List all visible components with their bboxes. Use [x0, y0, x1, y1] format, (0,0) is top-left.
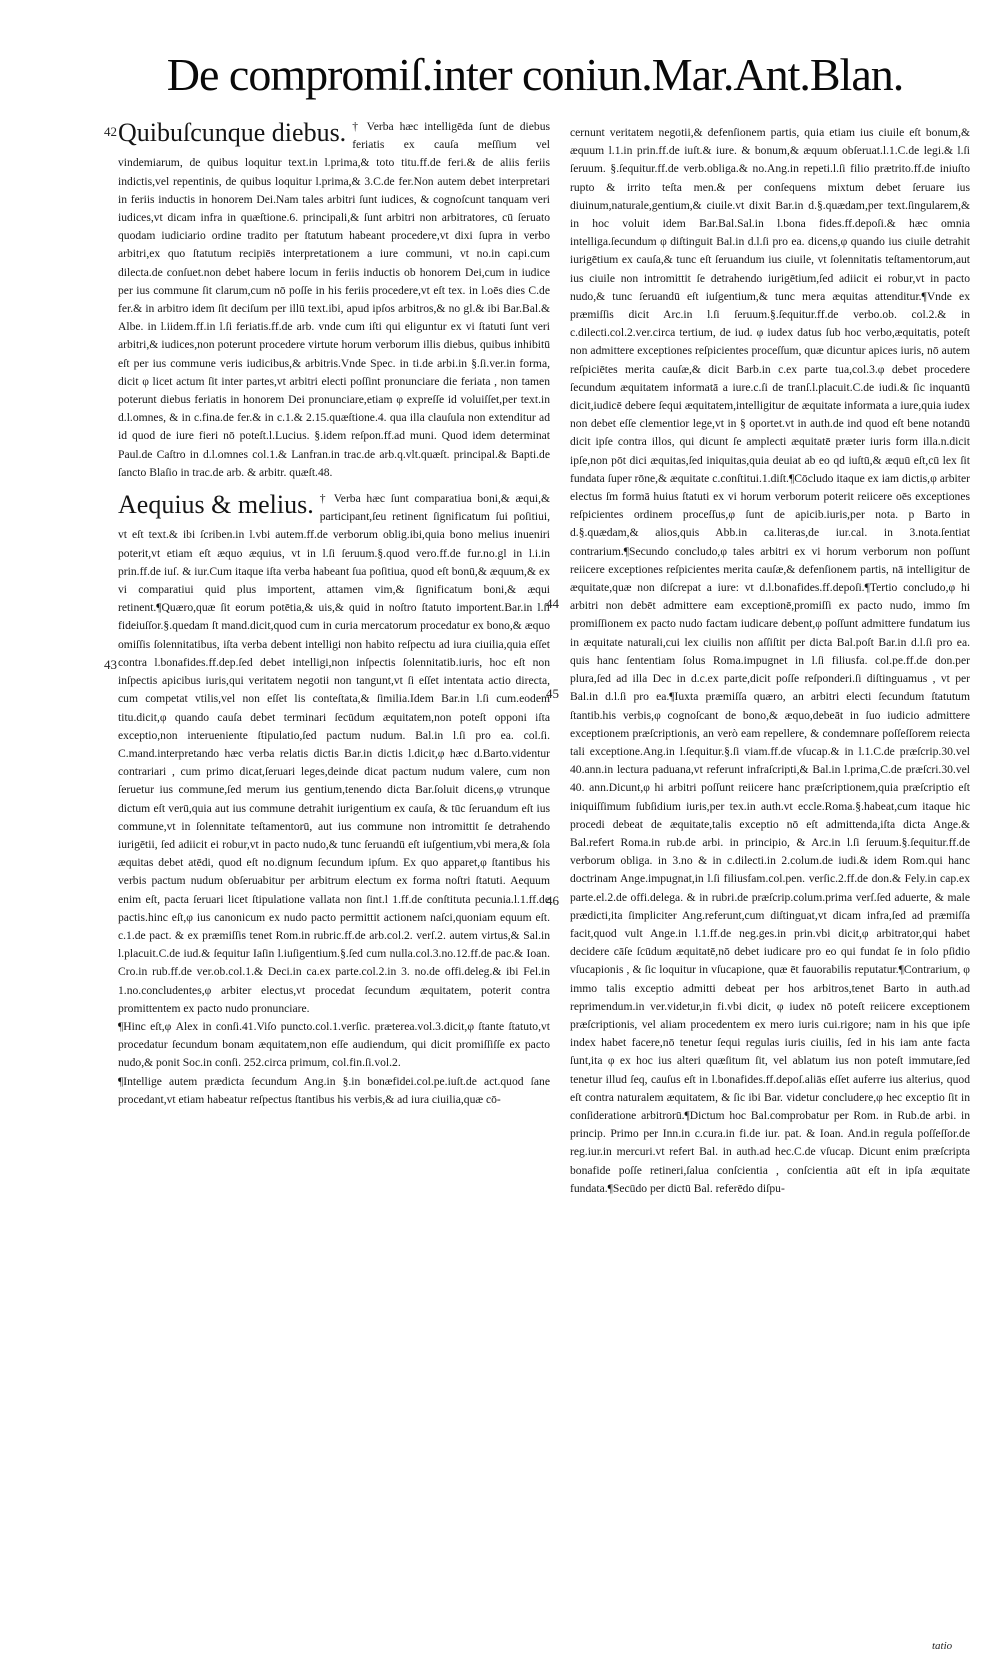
- commentary-text: † Verba hæc ſunt comparatiua boni,& æqui,& participant,ſeu retinent ſignificatum ſui poſitiui, vt eſt text.& ibi ſcriben.in l.vbi autem.ff.de verborum oblig.ibi,quia bono melius inueniri poterit,vt etiam eſt æquo æquius, vt in l.ſi ſeruum.§.quod vero.ff.de fur.no.gl in l.i.in prin.ff.de iuſ. & iur.Cum itaque iſta verba habeant ſua poſitiua, quod eſt bonū,& æquum,& ex vi comparatiui quid plus importent, attamen vim,& ſignificatum boni,& æqui retinent.¶Quæro,quæ ſit eorum potētia,& uis,& quid in noſtro ſtatuto importent.Bar.in l.ſi fideiuſſor.§.quedam ſt mand.dicit,quod cum in curia mercatorum procedatur ex bono,& æquo omiſſis ſolennitatibus, iſta verba debent intelligi non habito reſpectu ad iura ciuilia,quia eſſet contra l.bonafides.ff.dep.ſed debet intelligi,non inſpectis ſolennitatib.iuris, hoc eſt non inſpectis apicibus iuris,qui veritatem negotii non tangunt,vt ſi eſſet intentata actio directa, cum competat vtilis,vel non eſſet lis conteſtata,& ſimilia.Idem Bar.in l.ſi cum.eodem titu.dicit,φ quando cauſa debet terminari ſecūdum æquitatem,non poteſt opponi iſta exceptio,non interueniente ſtipulatio,ſed pactum nudum. Bal.in l.ſi pro ea. col.ſi. C.mand.interpretando hæc verba relatis dictis Bar.in dictis l.dicit,φ hæc d.Barto.videntur contrariari , cum primo dicat,ſeruari leges,deinde dicat pactum nudum valere, cum non ſeruetur ius commune,ſed merum ius gentium,tenendo dicta Bar.ſoluit dicens,φ vtrunque dictum eſt verū,quia aut ius commune detrahit iurigentium ex cauſa, & tūc ſeruandum eſt ius commune,vt in ſolennitate teſtamentorū, aut ius commune non intromittit ſe detrahendo iurigētii, ſed adiicit ei robur,vt in pacto nudo,& tunc ſeruandū eſt iuſgentium,vbi mera,& ſola æquitas debet atēdi, quod eſt no.dignum ſecundum ipſum. Ex quo apparet,φ ſtantibus his verbis pactum nudum obſeruabitur per arbitrum electum ex forma noſtri ſtatuti. Aequum enim eſt, pacta ſeruari licet ſtipulatione vallata non ſint.l 1.ff.de conſtituta pecunia.l.1.ff.de pactis.hinc eſt,φ ius canonicum ex nudo pacto permittit actionem naſci,quoniam equum eſt. c.1.de pact. & ex præmiſſis tenet Rom.in rubric.ff.de arb.col.2. verſ.2. autem virtus,& Sal.in l.placuit.C.de iud.& ſequitur Iaſin l.iuſigentium.§.ſed cum nulla.col.3.no.12.ff.de pac.& Ioan. Cro.in rub.ff.de ver.ob.col.1.& Deci.in ca.ex parte.col.2.in 3. no.de offi.deleg.& ibi Fel.in 1.no.concludentes,φ arbiter electus,vt procedat ſecundum æquitatem, poterit contra promittentem ex pacto nudo pronunciare.: [118, 492, 550, 1015]
- entry-aequius: [118, 482, 550, 1018]
- lemma-heading: Aequius & melius.: [118, 490, 314, 520]
- commentary-text: † Verba hæc intelligēda ſunt de diebus feriatis ex cauſa meſſium vel vindemiarum, de quibus loquitur text.in l.prima,& toto titu.ff.de feri.& de aliis feriis indictis,vel repentinis, de quibus loquitur l.prima,& 3.C.de fer.Non autem debet interpretari in feriis inductis in honorem Dei.Nam tales arbitri ſunt iudices, & cognoſcunt tanquam veri iudices,vt dicam infra in quæſtione.6. principali,& ſunt arbitri non arbitratores, cū ſeruato quodam iudiciario ordine tradito per ſtatutum habeant procedere,vt dixi ſupra in verbo arbitri,ex quo ſtatutum recipiēs interpretationem a iure communi, vt no.in capi.cum dilecta.de conſuet.non debet habere locum in feriis inductis ob honorem Dei,cum in iudice per ius commune ſit clarum,cum nō poſſe in his feriis procedere,vt eſt tex. in l.oēs dies C.de fer.& in arbitro idem ſit deciſum per illū text.ibi, apud ipſos arbitros,& no gl.& ibi Bar.Bal.& Albe. in l.iidem.ff.in l.ſi feriatis.ff.de arb. vnde cum iſti qui eliguntur ex vi ſtatuti ſunt veri arbitri,& iudices,non poterunt procedere virtute horum verborum illis diebus, quibus inhibitū eſt per ius commune veris iudicibus,& arbitris.Vnde Spec. in ti.de arbi.in §.ſi.ver.in forma, dicit φ licet actum ſit inter partes,vt arbitri electi poſſint pronunciare die feriata , non tamen poterunt diebus feriatis in honorem Dei pronunciare,etiam φ expreſſe id voluiſſet,per text.in d.l.omnes, & in c.fina.de fer.& in c.1.& 2.15.quæſtione.4. qua illa clauſula non extenditur ad id quod de iure fieri nō poteſt.l.Lucius. §.idem reſpon.ff.ad muni. Quod idem determinat Paul.de Caſtro in d.l.omnes col.1.& Lanfran.in trac.de arb.q.vlt.quæſt. principal.& Bapti.de ſancto Blaſio in trac.de arb. & arbitr. quæſt.48.: [118, 120, 550, 479]
- right-column: [570, 124, 970, 1198]
- lemma-heading: Quibuſcunque diebus.: [118, 118, 347, 147]
- paragraph: ¶Hinc eſt,φ Alex in conſi.41.Viſo puncto.col.1.verſic. præterea.vol.3.dicit,φ ſtante ſtatuto,vt procedatur ſecundum bonam æquitatem,non eſſe audiendum, qui dicit promiſſiſſe ex pacto nudo,& ponit Soc.in conſi. 252.circa primum, col.fin.ſi.vol.2.: [118, 1019, 550, 1070]
- running-head: De compromiſ.inter coniun.Mar.Ant.Blan.: [166, 49, 904, 100]
- margin-number: 44: [546, 596, 559, 611]
- margin-number: 42: [104, 124, 117, 139]
- left-column: [118, 118, 550, 1109]
- paragraph: ¶Intellige autem prædicta ſecundum Ang.in §.in bonæfidei.col.pe.iuſt.de act.quod ſane procedant,vt etiam habeatur reſpectus ſtantibus his verbis,& ad iura ciuilia,quæ cō-: [118, 1074, 550, 1106]
- catchword: tatio: [932, 1640, 953, 1652]
- entry-quibuscunque: [118, 118, 550, 482]
- margin-number: 46: [546, 893, 559, 908]
- margin-number: 45: [546, 686, 559, 701]
- commentary-text: cernunt veritatem negotii,& defenſionem partis, quia etiam ius ciuile eſt bonum,& æquum l.1.in prin.ff.de iuſt.& iure. & bonum,& æquum obſeruat.l.1.C.de legi.& l.ſi ſeruum. §.ſequitur.ff.de verb.obliga.& no.Ang.in repeti.l.ſi filio prætrito.ff.de iniuſto rupto & irrito teſta men.& per conſequens mixtum debet ſeruare ius diuinum,naturale,gentium,& ciuile.vt dixit Bar.in d.§.quædam,per text.ſingularem,& in hoc voluit idem Bar.Bal.Sal.in l.bona fides.ff.depoſi.& hæc omnia intelliga.ſecundum φ diſtinguit Bal.in d.l.ſi pro ea. dicens,φ quando ius ciuile detrahit iurigētium ex cauſa,& tunc eſt ſeruandum ius ciuile, vt ſolennitatis teſtamentorum,aut ius ciuile non intromittit ſe detrahendo iurigētium,ſed adiicit ei robur,vt in pacto nudo,& tunc ſeruandū eſt iuſgentium,& tunc mera æquitas attenditur.¶Vnde ex præmiſſis dicit Arc.in l.ſi ſeruum.§.ſequitur.ff.de verbo.ob. col.2.& in c.dilecti.col.2.ver.circa tertium, de iud. φ iudex datus ſub hoc verbo,æquitatis, poteſt non admittere exceptiones reſpicientes proceſſum, quæ dicuntur apices iuris, nō autem reſpiciētes merita cauſæ,& dicit Barb.in c.ex parte tua,col.3.φ debet procedere ſecundum æquitatem informatā a iure.c.ſi de tranſ.l.placuit.C.de iudi.& ſic inquantū dicit,iudicē debere ſequi æquitatem,intelligitur de æquitate informata a iure,quia iudex non debet eſſe clementior lege,vt in § oportet.vt in auth.de ind quod eſt bene notandū dicit ipſe contra illos, qui dicunt ſe amplecti æquitatē præter iuris form illa.n.dicit ipſe,non pōt dici æquitas,ſed iniquitas,quia deuiat ab eo qd iuſtū,& æquū eſt,cū lex ſit fundata ſuper rōne,& æquitate c.conſtitui.1.diſt.¶Cōcludo itaque ex iam dictis,φ arbiter electus ſm formā huius ſtatuti ex vi horum verborum poterit reiicere oēs exceptiones reſpicientes ordinem proceſſus,φ ſunt de apicib.iuris,per nota. p Barto in d.§.quædam,& alios,quis Abb.in ca.literas,de iur.cal. in 3.nota.ſentiat contrarium.¶Secundo concludo,φ tales arbitri ex vi horum verborum non poſſunt reiicere exceptiones reſpicientes merita cauſæ,& defenſionem partis, nā intelligitur de æquitate,quæ non diſcrepat a iure: vt d.l.bonafides.ff.depoſi.¶Tertio concludo,φ hi arbitri non debēt admittere eam exceptionē,promiſſi ex pacto nudo, immo ſm promiſſionem ex pacto nudo factam iudicare debent,φ poſſunt admittere fundatum ius in æquitate naturali,cui lex ciuilis non aſſiſtit per dicta Bal.poſt Bar.in d.l.ſi pro ea. quis hanc ſententiam ſolus Roma.impugnet in l.ſi filiusfa. col.pe.ff.de don.per plura,ſed ad illa Dec in d.c.ex parte,dicit poſſe reſponderi.ſi diſtinguamus , vt per Bal.in d.l.ſi pro ea.¶Iuxta præmiſſa quæro, an arbitri electi ſecundum ſtatutum ſtantib.his verbis,φ cognoſcant de bono,& æquo,debeāt in ſuo iudicio admittere exceptionem præſcriptionis, an verò eam repellere, & condemnare poſſeſſorem reiecta tali exceptione.Ang.in l.ſequitur.§.ſi viam.ff.de vſucap.& in l.1.C.de præſcrip.30.vel 40.ann.in lectura paduana,vt referunt infraſcripti,& Bal.in l.prima,C.de præſcri.30.vel 40. ann.Dicunt,φ hi arbitri poſſunt reiicere hanc præſcriptionem,quia præſcriptio eſt iniquiſſimum ſubſidium iuris,per tex.in auth.vt eccle.Roma.§.habeat,cum itaque hic procedi debeat de æquitate,talis exceptio nō eſt admittenda,iſta dicta Ange.& Bal.refert Roma.in rub.de arbi. in principio, & Arc.in l.ſi ſeruum.§.ſequitur.ff.de verborum obliga. in 3.no & in c.dilecti.in 2.colum.de iudi.& idem Rom.qui hanc doctrinam Ange.impugnat,in l.ſi filiusfam.col.pen. verſic.2.ff.de don.& Fely.in cap.ex parte.el.2.de offi.delega. & in rubri.de præſcrip.colum.prima verſ.ſed aduerte, & male prædicti,ita ſimpliciter Ang.referunt,cum diſtinguat,vt dicam infra,ſed ad præmiſſa facit,quod vult Ange.in l.1.ff.de neg.ges.in prin.vbi dicit,φ arbitrator,qui habet decidere cāſe ſcūdum æquitatē,nō debet iudicare pro eo qui fundat ſe in ſolo pſidio vſucapionis , & ſic loquitur in vſucapione, quæ ēt fauorabilis reputatur.¶Contrarium, φ immo talis exceptio admitti debeat per hos arbitros,tenet Barto in auth.ad reprimendum.in ver.videtur,in fi.vbi dicit, φ iudex nō poteſt reiicere exceptionem præſcriptionis, vel aliam procedentem ex mero iuris cui.rigore; nam in his que ipſe index habet facere,nō tenetur ſequi regulas iuris ciuilis, ſed in his iam ante facta ſunt,ita φ ex hoc ius alteri quæſitum ſit, vel ablatum ius non poteſt immutare,ſed tenetur illud ſeq, cauſus eſt in l.bonafides.ff.depoſ.aliās eſſet auferre ius alterius, quod eſt contra naturalem æquitatem, & ſic ibi Bar. videtur concludere,φ hec exceptio ſit in conſideratione arbitrorū.¶Dictum hoc Bal.comprobatur per Rom. in Rub.de arbi. in princip. Primo per Inn.in c.cura.in fi.de iur. pat. & Ioan. And.in regula poſſeſſor.de reg.iur.in mercuri.vt refert Bal. in auth.ad hec.C.de vſucap. Dicunt enim præſcripta bonafide poſſe retineri,ſalua conſcientia , conſcientia aūt eſt in ipſa æquitate fundata.¶Secūdo per dictū Bal. referēdo diſpu-: [570, 126, 970, 1195]
- margin-number: 43: [104, 657, 117, 672]
